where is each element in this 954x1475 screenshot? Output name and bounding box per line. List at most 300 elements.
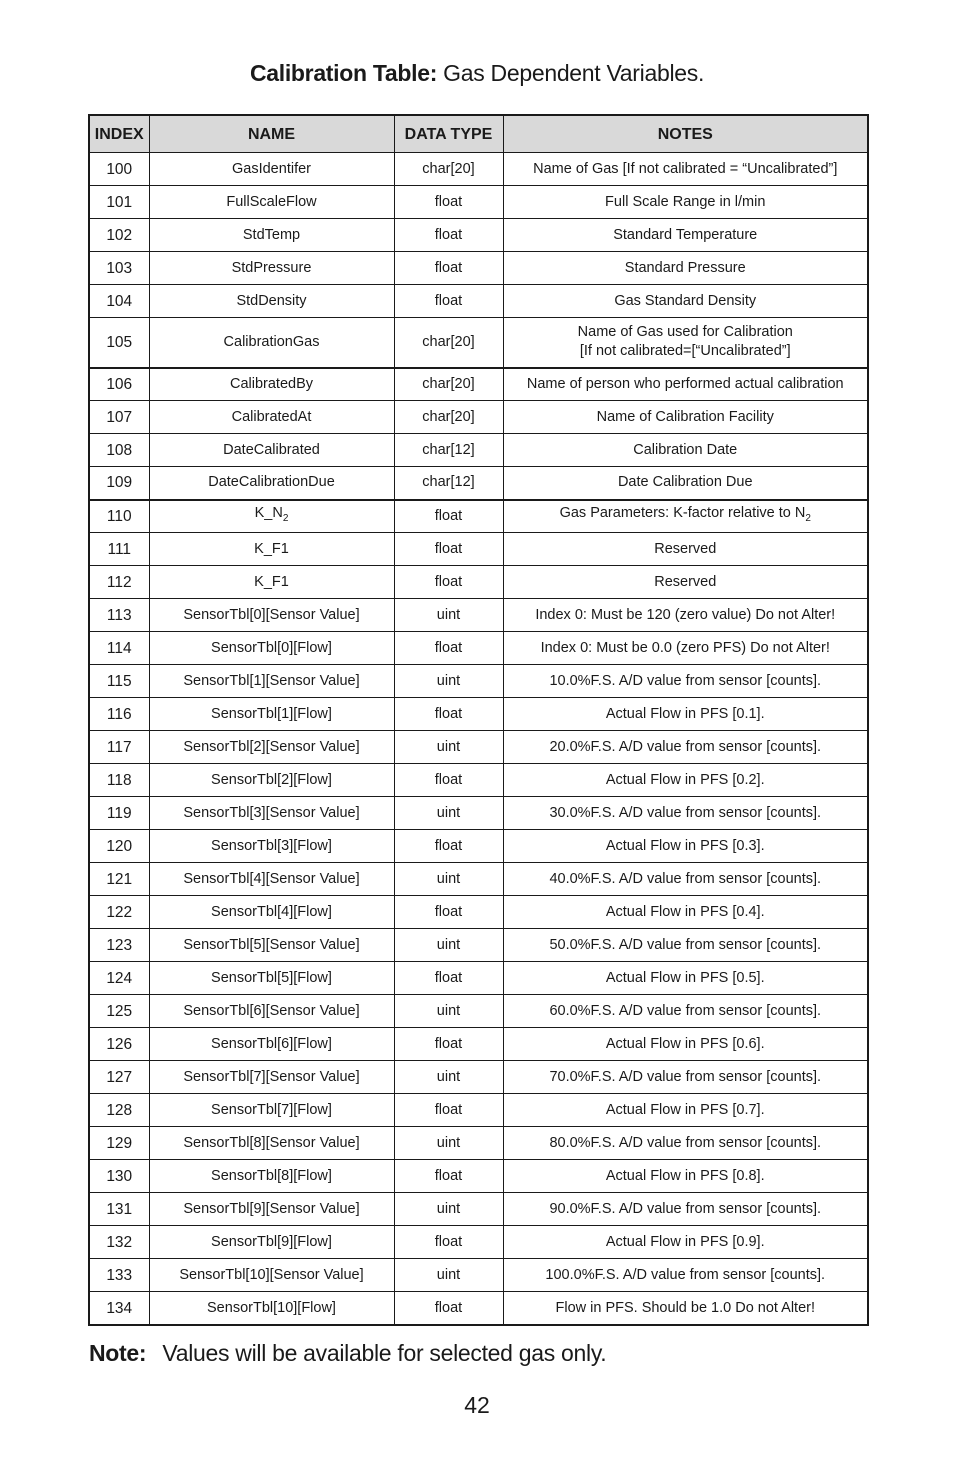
cell-name-text: CalibratedAt: [231, 408, 312, 425]
table-row: [90, 566, 867, 599]
footnote-label: Note:: [89, 1340, 147, 1366]
cell-data-type-text: uint: [436, 936, 461, 953]
cell-data-type-text: float: [434, 969, 463, 986]
table-row: [90, 401, 867, 434]
cell-index: [90, 219, 149, 252]
cell-data-type-text: uint: [436, 804, 461, 821]
cell-index: [90, 368, 149, 401]
cell-index: [90, 1061, 149, 1094]
cell-index-text: 121: [106, 870, 133, 888]
cell-name-text: SensorTbl[4][Flow]: [211, 903, 332, 920]
cell-notes: [503, 566, 867, 599]
cell-index: [90, 830, 149, 863]
cell-name-text: CalibratedBy: [229, 375, 313, 392]
cell-data-type: [394, 219, 503, 252]
cell-data-type-text: float: [434, 837, 463, 854]
cell-name: [149, 1292, 394, 1325]
cell-notes: [503, 153, 867, 186]
cell-data-type-text: float: [434, 903, 463, 920]
table-row: [90, 698, 867, 731]
cell-notes: [503, 252, 867, 285]
cell-name-text: SensorTbl[6][Sensor Value]: [183, 1002, 360, 1019]
table-row: [90, 797, 867, 830]
cell-data-type: [394, 1127, 503, 1160]
cell-notes: [503, 764, 867, 797]
cell-notes: [503, 219, 867, 252]
cell-index: [90, 632, 149, 665]
cell-name-text: SensorTbl[3][Sensor Value]: [183, 804, 360, 821]
cell-notes-text: Full Scale Range in l/min: [605, 193, 766, 210]
cell-notes: [503, 401, 867, 434]
cell-index: [90, 1028, 149, 1061]
cell-index: [90, 401, 149, 434]
table-row: [90, 995, 867, 1028]
cell-data-type-text: uint: [436, 738, 461, 755]
cell-data-type: [394, 153, 503, 186]
cell-index-text: 103: [106, 259, 133, 277]
cell-notes: [503, 962, 867, 995]
cell-name-text: SensorTbl[10][Flow]: [207, 1299, 336, 1316]
cell-data-type-text: char[12]: [422, 474, 475, 491]
cell-data-type-text: uint: [436, 606, 461, 623]
cell-data-type: [394, 962, 503, 995]
cell-data-type: [394, 1226, 503, 1259]
cell-data-type: [394, 929, 503, 962]
cell-name-text: DateCalibrationDue: [208, 474, 335, 491]
cell-name-text: CalibrationGas: [223, 333, 320, 350]
cell-data-type: [394, 698, 503, 731]
table-row: [90, 1061, 867, 1094]
cell-index-text: 108: [106, 441, 133, 459]
cell-index: [90, 1094, 149, 1127]
cell-data-type-text: float: [434, 226, 463, 243]
table-row: [90, 500, 867, 533]
cell-name: [149, 566, 394, 599]
cell-name-text: SensorTbl[6][Flow]: [211, 1035, 332, 1052]
cell-data-type: [394, 1028, 503, 1061]
page-title-rest: Gas Dependent Variables.: [443, 60, 705, 86]
cell-name: [149, 1259, 394, 1292]
cell-index: [90, 566, 149, 599]
cell-index: [90, 1292, 149, 1325]
cell-name: [149, 500, 394, 533]
cell-data-type-text: char[20]: [422, 408, 475, 425]
cell-notes: [503, 1226, 867, 1259]
cell-notes-text: 10.0%F.S. A/D value from sensor [counts].: [549, 672, 822, 689]
cell-data-type-text: char[20]: [422, 160, 475, 177]
table-row: [90, 1193, 867, 1226]
cell-name: [149, 1226, 394, 1259]
cell-index-text: 118: [106, 771, 132, 789]
cell-index: [90, 665, 149, 698]
cell-name: [149, 533, 394, 566]
cell-index-text: 134: [106, 1299, 133, 1317]
cell-name: [149, 252, 394, 285]
cell-data-type: [394, 1292, 503, 1325]
cell-index-text: 130: [106, 1167, 133, 1185]
cell-name: [149, 896, 394, 929]
cell-notes-text: 20.0%F.S. A/D value from sensor [counts].: [549, 738, 822, 755]
cell-notes: [503, 896, 867, 929]
cell-name-text: K_N: [254, 505, 283, 522]
cell-notes-line2: [If not calibrated=[“Uncalibrated”]: [579, 343, 791, 360]
cell-notes: [503, 632, 867, 665]
table-row: [90, 368, 867, 401]
cell-data-type-text: char[20]: [422, 375, 475, 392]
cell-data-type-text: float: [434, 1233, 463, 1250]
cell-name: [149, 731, 394, 764]
cell-data-type-text: float: [434, 1299, 463, 1316]
table-row: [90, 731, 867, 764]
cell-notes: [503, 1292, 867, 1325]
table-row: [90, 285, 867, 318]
cell-data-type: [394, 1094, 503, 1127]
table-row: [90, 1160, 867, 1193]
cell-data-type-text: float: [434, 573, 463, 590]
cell-notes-text: Name of Calibration Facility: [596, 408, 774, 425]
cell-name-text: StdPressure: [231, 259, 312, 276]
cell-notes-text: Standard Temperature: [613, 226, 758, 243]
table-row: [90, 1028, 867, 1061]
cell-data-type: [394, 533, 503, 566]
cell-notes-text: Reserved: [654, 573, 717, 590]
calibration-table: [90, 116, 867, 1325]
cell-data-type: [394, 318, 503, 368]
cell-name: [149, 698, 394, 731]
table-row: [90, 1292, 867, 1325]
cell-name: [149, 1193, 394, 1226]
cell-notes-text: Name of person who performed actual calibration: [526, 375, 844, 392]
cell-data-type: [394, 632, 503, 665]
table-row: [90, 186, 867, 219]
table-row: [90, 929, 867, 962]
cell-index-text: 102: [106, 226, 133, 244]
cell-index-text: 113: [106, 606, 132, 624]
cell-index-text: 119: [106, 804, 132, 822]
table-row: [90, 318, 867, 368]
page-title-bold: Calibration Table:: [249, 60, 438, 86]
cell-notes-text: Actual Flow in PFS [0.9].: [605, 1233, 765, 1250]
cell-notes-text: Actual Flow in PFS [0.3].: [605, 837, 765, 854]
cell-index-text: 111: [107, 540, 132, 558]
cell-index: [90, 252, 149, 285]
cell-data-type: [394, 599, 503, 632]
cell-data-type: [394, 368, 503, 401]
cell-index: [90, 1160, 149, 1193]
cell-index: [90, 962, 149, 995]
cell-index: [90, 1127, 149, 1160]
cell-index-text: 104: [106, 292, 133, 310]
table-row: [90, 1259, 867, 1292]
cell-name-text: K_F1: [254, 540, 289, 557]
cell-notes-text: Reserved: [654, 540, 717, 557]
cell-notes: [503, 186, 867, 219]
cell-name: [149, 318, 394, 368]
cell-notes: [503, 1193, 867, 1226]
cell-index: [90, 1259, 149, 1292]
cell-data-type: [394, 665, 503, 698]
cell-notes-text: Name of Gas used for Calibration: [577, 324, 793, 341]
cell-name-subscript: 2: [282, 513, 289, 525]
cell-notes: [503, 929, 867, 962]
cell-data-type: [394, 1259, 503, 1292]
cell-name-text: SensorTbl[9][Sensor Value]: [183, 1200, 360, 1217]
cell-index: [90, 434, 149, 467]
cell-data-type: [394, 995, 503, 1028]
cell-index: [90, 285, 149, 318]
cell-name: [149, 219, 394, 252]
cell-notes-text: 40.0%F.S. A/D value from sensor [counts].: [549, 870, 822, 887]
cell-notes: [503, 1160, 867, 1193]
cell-notes-text: Actual Flow in PFS [0.2].: [605, 771, 765, 788]
table-row: [90, 252, 867, 285]
cell-name: [149, 1061, 394, 1094]
cell-data-type: [394, 1193, 503, 1226]
cell-index-text: 116: [106, 705, 132, 723]
cell-notes: [503, 1094, 867, 1127]
cell-name: [149, 764, 394, 797]
cell-notes-text: Actual Flow in PFS [0.4].: [605, 903, 765, 920]
cell-name: [149, 467, 394, 500]
cell-index-text: 107: [106, 408, 133, 426]
cell-name-text: SensorTbl[7][Flow]: [211, 1101, 332, 1118]
table-row: [90, 632, 867, 665]
table-row: [90, 599, 867, 632]
cell-name: [149, 401, 394, 434]
cell-name-text: FullScaleFlow: [226, 193, 317, 210]
cell-index-text: 105: [106, 333, 133, 351]
cell-notes: [503, 318, 867, 368]
table-row: [90, 1094, 867, 1127]
cell-notes: [503, 665, 867, 698]
cell-index-text: 124: [106, 969, 133, 987]
cell-name: [149, 962, 394, 995]
cell-notes-text: Flow in PFS. Should be 1.0 Do not Alter!: [555, 1299, 816, 1316]
cell-index-text: 112: [106, 573, 132, 591]
cell-data-type-text: float: [434, 292, 463, 309]
cell-notes-text: Index 0: Must be 0.0 (zero PFS) Do not Alter!: [540, 639, 830, 656]
cell-notes: [503, 830, 867, 863]
cell-data-type-text: char[20]: [422, 333, 475, 350]
cell-data-type-text: float: [434, 507, 463, 524]
cell-data-type: [394, 566, 503, 599]
table-row: [90, 962, 867, 995]
cell-name-text: DateCalibrated: [223, 441, 320, 458]
cell-name-text: StdDensity: [236, 292, 307, 309]
calibration-table-frame: [88, 114, 869, 1326]
cell-name-text: SensorTbl[2][Flow]: [211, 771, 332, 788]
cell-name-text: SensorTbl[0][Sensor Value]: [183, 606, 360, 623]
cell-index: [90, 318, 149, 368]
cell-name-text: SensorTbl[5][Flow]: [211, 969, 332, 986]
cell-name-text: SensorTbl[4][Sensor Value]: [183, 870, 360, 887]
cell-index: [90, 731, 149, 764]
cell-index-text: 117: [106, 738, 132, 756]
header-data-type: DATA TYPE: [394, 116, 503, 153]
cell-name: [149, 863, 394, 896]
cell-index-text: 120: [106, 837, 133, 855]
cell-name-text: SensorTbl[0][Flow]: [211, 639, 332, 656]
cell-data-type: [394, 467, 503, 500]
cell-data-type-text: float: [434, 771, 463, 788]
cell-notes-text: Calibration Date: [633, 441, 738, 458]
cell-notes: [503, 797, 867, 830]
cell-index-text: 129: [106, 1134, 133, 1152]
cell-index: [90, 186, 149, 219]
cell-notes: [503, 434, 867, 467]
cell-name-text: SensorTbl[7][Sensor Value]: [183, 1068, 360, 1085]
cell-index-text: 115: [106, 672, 132, 690]
cell-index-text: 109: [106, 474, 133, 492]
page-number: 42: [464, 1392, 490, 1418]
cell-notes-text: 30.0%F.S. A/D value from sensor [counts].: [549, 804, 822, 821]
cell-index-text: 122: [106, 903, 133, 921]
cell-name: [149, 929, 394, 962]
cell-name: [149, 1160, 394, 1193]
cell-name-text: GasIdentifer: [232, 160, 311, 177]
cell-data-type-text: uint: [436, 1266, 461, 1283]
table-row: [90, 153, 867, 186]
cell-data-type-text: float: [434, 193, 463, 210]
cell-data-type: [394, 434, 503, 467]
header-notes: NOTES: [503, 116, 867, 153]
cell-index-text: 127: [106, 1068, 133, 1086]
table-row: [90, 830, 867, 863]
cell-notes-text: Actual Flow in PFS [0.5].: [605, 969, 765, 986]
cell-data-type: [394, 500, 503, 533]
cell-notes-text: Name of Gas [If not calibrated = “Uncalibrated”]: [533, 160, 838, 177]
cell-index: [90, 995, 149, 1028]
cell-data-type: [394, 797, 503, 830]
cell-index-text: 110: [106, 507, 132, 525]
cell-data-type: [394, 764, 503, 797]
cell-index: [90, 896, 149, 929]
cell-notes-text: 70.0%F.S. A/D value from sensor [counts].: [549, 1068, 822, 1085]
cell-data-type-text: uint: [436, 1068, 461, 1085]
cell-name: [149, 1028, 394, 1061]
cell-notes-text: Actual Flow in PFS [0.8].: [605, 1167, 765, 1184]
cell-notes: [503, 1061, 867, 1094]
cell-data-type-text: char[12]: [422, 441, 475, 458]
cell-data-type: [394, 401, 503, 434]
cell-notes: [503, 1127, 867, 1160]
cell-name-text: SensorTbl[2][Sensor Value]: [183, 738, 360, 755]
cell-notes: [503, 731, 867, 764]
cell-index-text: 126: [106, 1035, 133, 1053]
cell-notes: [503, 467, 867, 500]
cell-notes: [503, 995, 867, 1028]
cell-notes-text: 90.0%F.S. A/D value from sensor [counts].: [549, 1200, 822, 1217]
cell-index-text: 106: [106, 375, 133, 393]
cell-data-type: [394, 1061, 503, 1094]
table-row: [90, 665, 867, 698]
cell-data-type-text: float: [434, 1101, 463, 1118]
cell-data-type-text: uint: [436, 1134, 461, 1151]
cell-index-text: 123: [106, 936, 133, 954]
cell-data-type-text: float: [434, 1035, 463, 1052]
cell-data-type: [394, 863, 503, 896]
cell-notes-subscript: 2: [805, 513, 811, 525]
cell-data-type-text: float: [434, 1167, 463, 1184]
cell-name: [149, 1127, 394, 1160]
cell-name: [149, 995, 394, 1028]
cell-name: [149, 632, 394, 665]
cell-data-type: [394, 285, 503, 318]
cell-data-type-text: float: [434, 705, 463, 722]
cell-notes-text: Actual Flow in PFS [0.1].: [605, 705, 765, 722]
cell-name-text: SensorTbl[1][Flow]: [211, 705, 332, 722]
cell-index-text: 114: [106, 639, 132, 657]
cell-name: [149, 797, 394, 830]
table-body: [90, 153, 867, 1325]
table-row: [90, 533, 867, 566]
cell-index: [90, 797, 149, 830]
table-row: [90, 896, 867, 929]
cell-index-text: 132: [106, 1233, 133, 1251]
cell-index-text: 133: [106, 1266, 133, 1284]
cell-name: [149, 599, 394, 632]
cell-data-type-text: uint: [436, 1002, 461, 1019]
cell-index: [90, 533, 149, 566]
footnote-text: Values will be available for selected gas only.: [162, 1340, 607, 1366]
cell-index-text: 131: [106, 1200, 133, 1218]
cell-data-type: [394, 186, 503, 219]
header-name: NAME: [149, 116, 394, 153]
cell-name: [149, 434, 394, 467]
cell-index-text: 101: [106, 193, 133, 211]
cell-data-type-text: float: [434, 259, 463, 276]
cell-data-type-text: uint: [436, 1200, 461, 1217]
cell-notes-text: Date Calibration Due: [617, 474, 753, 491]
cell-name: [149, 1094, 394, 1127]
footnote: [89, 1340, 606, 1367]
page-title: [0, 60, 954, 87]
cell-notes: [503, 500, 867, 533]
cell-data-type: [394, 896, 503, 929]
cell-index: [90, 764, 149, 797]
cell-notes-text: Index 0: Must be 120 (zero value) Do not Alter!: [535, 606, 836, 623]
cell-data-type-text: uint: [436, 870, 461, 887]
cell-notes-text: Gas Parameters: K-factor relative to N: [559, 505, 806, 522]
cell-data-type: [394, 731, 503, 764]
cell-name-text: K_F1: [254, 573, 289, 590]
cell-notes: [503, 533, 867, 566]
cell-name-text: SensorTbl[10][Sensor Value]: [179, 1266, 364, 1283]
cell-notes-text: 100.0%F.S. A/D value from sensor [counts].: [545, 1266, 826, 1283]
cell-index: [90, 500, 149, 533]
cell-name-text: SensorTbl[8][Sensor Value]: [183, 1134, 360, 1151]
cell-notes-text: Standard Pressure: [624, 259, 746, 276]
cell-index-text: 125: [106, 1002, 133, 1020]
cell-notes: [503, 368, 867, 401]
cell-notes-text: 60.0%F.S. A/D value from sensor [counts].: [549, 1002, 822, 1019]
cell-notes: [503, 1028, 867, 1061]
cell-data-type: [394, 1160, 503, 1193]
cell-name: [149, 368, 394, 401]
cell-notes-text: 50.0%F.S. A/D value from sensor [counts].: [549, 936, 822, 953]
cell-data-type-text: uint: [436, 672, 461, 689]
cell-notes: [503, 863, 867, 896]
cell-notes: [503, 1259, 867, 1292]
cell-name-text: SensorTbl[5][Sensor Value]: [183, 936, 360, 953]
cell-data-type: [394, 252, 503, 285]
cell-notes-text: Gas Standard Density: [614, 292, 757, 309]
header-index: INDEX: [90, 116, 149, 153]
cell-name-text: SensorTbl[1][Sensor Value]: [183, 672, 360, 689]
cell-notes: [503, 285, 867, 318]
table-row: [90, 434, 867, 467]
cell-name: [149, 153, 394, 186]
